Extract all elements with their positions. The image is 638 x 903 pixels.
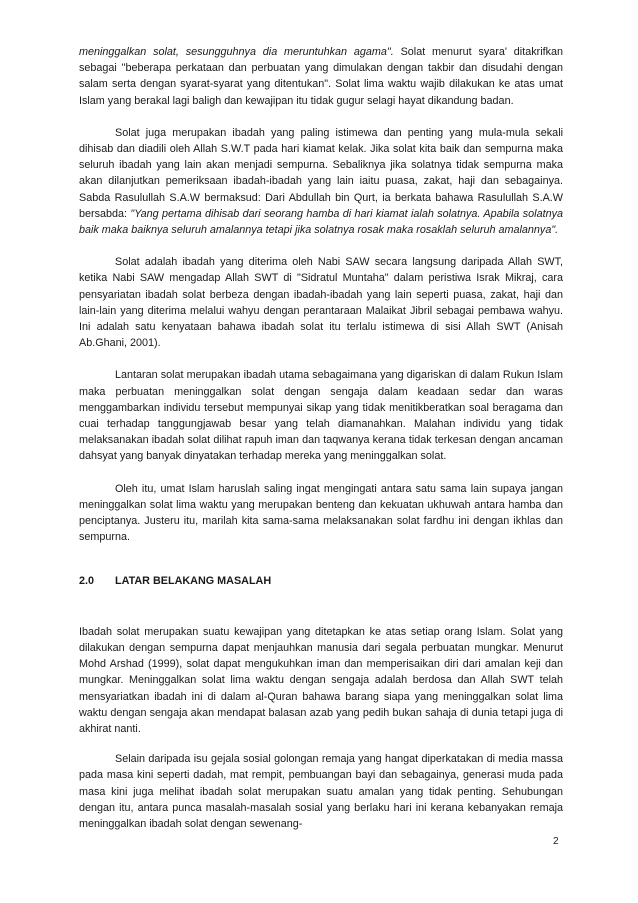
paragraph-6: Ibadah solat merupakan suatu kewajipan yang ditetapkan ke atas setiap orang Islam. Solat yang dilakukan dengan sempurna dapat menjauhkan manusia dari segala perbuatan mungkar. Menurut Mohd Arshad (1999), solat dapat mengukuhkan iman dan memperisaikan diri dari amalan keji dan mungkar. Meninggalkan solat lima waktu dengan sengaja adalah berdosa dan Allah SWT telah mensyariatkan ibadah ini di dalam al-Quran bahawa barang siapa yang meninggalkan solat lima waktu dengan sengaja akan mendapat balasan azab yang pedih bukan sahaja di dunia tetapi juga di akhirat nanti. bbox=[79, 625, 563, 735]
paragraph-2 bbox=[79, 125, 563, 238]
paragraph-2-text: Solat juga merupakan ibadah yang paling istimewa dan penting yang mula-mula sekali dihisab dan diadili oleh Allah S.W.T pada hari kiamat kelak. Jika solat kita baik dan sempurna maka seluruh ibadah yang lain akan menjadi sempurna. Sebaliknya jika solatnya tidak sempurna maka akan dilanjutkan pemeriksaan ibadah-ibadah yang lain iaitu puasa, zakat, haji dan sebagainya. Sabda Rasulullah S.A.W bermaksud: Dari Abdullah bin Qurt, ia berkata bahawa Rasulullah S.A.W bersabda: bbox=[79, 126, 563, 220]
page-body bbox=[79, 44, 563, 832]
paragraph-7: Selain daripada isu gejala sosial golongan remaja yang hangat diperkatakan di media massa pada masa kini seperti dadah, mat rempit, pembuangan bayi dan sebagainya, generasi muda pada masa kini juga melihat ibadah solat merupakan suatu amalan yang tidak penting. Sehubungan dengan itu, antara punca masalah-masalah sosial yang berlaku hari ini kerana kebanyakan remaja meninggalkan ibadah solat dengan sewenang- bbox=[79, 753, 563, 830]
paragraph-1 bbox=[79, 44, 563, 109]
paragraph-2-hadith-quote: "Yang pertama dihisab dari seorang hamba di hari kiamat ialah solatnya. Apabila solatnya baik maka baiknya seluruh amalannya tetapi jika solatnya rosak maka rosaklah seluruh amalannya". bbox=[79, 207, 563, 237]
paragraph-5: Oleh itu, umat Islam haruslah saling ingat mengingati antara satu sama lain supaya jangan meninggalkan solat lima waktu yang merupakan benteng dan kekuatan ukhuwah antara hamba dan penciptanya. Justeru itu, marilah kita sama-sama melaksanakan solat fardhu ini dengan ikhlas dan sempurna. bbox=[79, 482, 563, 544]
section-title: LATAR BELAKANG MASALAH bbox=[115, 575, 272, 588]
paragraph-4: Lantaran solat merupakan ibadah utama sebagaimana yang digariskan di dalam Rukun Islam maka perbuatan meninggalkan solat dengan sengaja dalam keadaan sedar dan waras menggambarkan individu tersebut mempunyai sikap yang tidak menitikberatkan soal beragama dan cuai terhadap tanggungjawab besar yang telah diamanahkan. Malahan individu yang tidak melaksanakan ibadah solat dilihat rapuh iman dan taqwanya kerana tidak terkesan dengan ancaman dahsyat yang banyak dinyatakan terhadap mereka yang meninggalkan solat. bbox=[79, 369, 563, 463]
paragraph-3: Solat adalah ibadah yang diterima oleh Nabi SAW secara langsung daripada Allah SWT, ketika Nabi SAW mengadap Allah SWT di "Sidratul Muntaha" dalam peristiwa Israk Mikraj, cara pensyariatan ibadah solat berbeza dengan ibadah-ibadah yang lain seperti puasa, zakat, haji dan lain-lain yang diterima melalui wahyu dengan perantaraan Malaikat Jibril sebagai pembawa wahyu. Ini adalah satu kenyataan bahawa ibadah solat itu terlalu istimewa di sisi Allah SWT (Anisah Ab.Ghani, 2001). bbox=[79, 256, 563, 350]
paragraph-1-text: Solat menurut syara' ditakrifkan sebagai "beberapa perkataan dan perbuatan yang dimulakan dengan takbir dan disudahi dengan salam serta dengan syarat-syarat yang ditentukan". Solat lima waktu wajib dilakukan ke atas umat Islam yang berakal lagi baligh dan kewajipan itu tidak gugur selagi hayat dikandung badan. bbox=[79, 46, 563, 107]
section-heading bbox=[79, 573, 563, 589]
page-number: 2 bbox=[553, 836, 559, 847]
section-number: 2.0 bbox=[79, 575, 95, 588]
paragraph-1-italic: meninggalkan solat, sesungguhnya dia meruntuhkan agama". bbox=[79, 46, 394, 58]
